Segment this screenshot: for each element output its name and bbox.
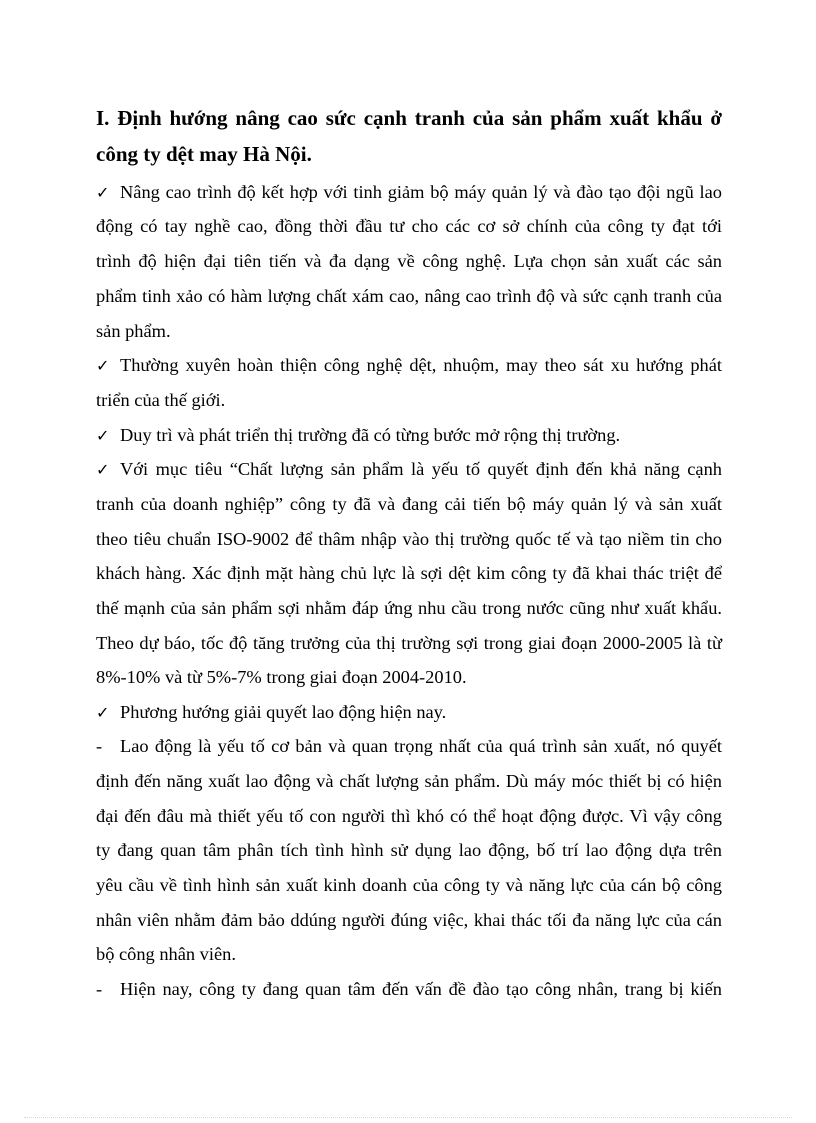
section-heading-line-2: công ty dệt may Hà Nội. [96,142,312,166]
checkmark-icon: ✓ [96,460,110,479]
paragraph-line: sản phẩm. [96,321,171,341]
paragraph-line: thế mạnh của sản phẩm sợi nhằm đáp ứng nhu cầu trong nước cũng như xuất khẩu. [96,598,722,618]
checkmark-icon: ✓ [96,183,110,202]
paragraph-line: đại đến đâu mà thiết yếu tố con người thì khó có thể hoạt động được. Vì vậy công [96,806,722,826]
page-bottom-rule [24,1117,792,1118]
paragraph-line: theo tiêu chuẩn ISO-9002 để thâm nhập vào thị trường quốc tế và tạo niềm tin cho [96,529,722,549]
paragraph-line: tranh của doanh nghiệp” công ty đã và đang cải tiến bộ máy quản lý và sản xuất [96,494,722,514]
paragraph-line: động có tay nghề cao, đồng thời đầu tư cho các cơ sở chính của công ty đạt tới [96,216,722,236]
paragraph-line: triển của thế giới. [96,390,226,410]
checkmark-icon: ✓ [96,356,110,375]
paragraph-line: phẩm tinh xảo có hàm lượng chất xám cao, nâng cao trình độ và sức cạnh tranh của [96,286,722,306]
paragraph-line: nhân viên nhằm đảm bảo ddúng người đúng việc, khai thác tối đa năng lực của cán [96,910,722,930]
paragraph-line: ✓ Nâng cao trình độ kết hợp với tinh giảm bộ máy quản lý và đào tạo đội ngũ lao [96,175,722,210]
paragraph-line: trình độ hiện đại tiên tiến và đa dạng về công nghệ. Lựa chọn sản xuất các sản [96,251,722,271]
paragraph-line: ✓ Thường xuyên hoàn thiện công nghệ dệt, nhuộm, may theo sát xu hướng phát [96,348,722,383]
paragraph-line: - Hiện nay, công ty đang quan tâm đến vấn đề đào tạo công nhân, trang bị kiến [96,972,722,1006]
section-heading-line-1: I. Định hướng nâng cao sức cạnh tranh của sản phẩm xuất khẩu ở [96,106,722,130]
paragraph-line: ✓ Phương hướng giải quyết lao động hiện nay. [96,695,722,730]
paragraph-line: ✓ Với mục tiêu “Chất lượng sản phẩm là yếu tố quyết định đến khả năng cạnh [96,452,722,487]
paragraph-line: 8%-10% và từ 5%-7% trong giai đoạn 2004-2010. [96,667,467,687]
paragraph-line: ty đang quan tâm phân tích tình hình sử dụng lao động, bố trí lao động dựa trên [96,840,722,860]
checkmark-icon: ✓ [96,703,110,722]
paragraph-line: ✓ Duy trì và phát triển thị trường đã có từng bước mở rộng thị trường. [96,418,722,453]
paragraph-line: Theo dự báo, tốc độ tăng trưởng của thị trường sợi trong giai đoạn 2000-2005 là từ [96,633,722,653]
paragraph-line: yêu cầu về tình hình sản xuất kinh doanh của công ty và năng lực của cán bộ công [96,875,722,895]
checkmark-icon: ✓ [96,426,110,445]
paragraph-line: định đến năng xuất lao động và chất lượng sản phẩm. Dù máy móc thiết bị có hiện [96,771,722,791]
paragraph-line: bộ công nhân viên. [96,944,236,964]
paragraph-line: khách hàng. Xác định mặt hàng chủ lực là sợi dệt kim công ty đã khai thác triệt để [96,563,722,583]
dash-bullet: - [96,979,103,999]
paragraph-line: - Lao động là yếu tố cơ bản và quan trọng nhất của quá trình sản xuất, nó quyết [96,729,722,763]
dash-bullet: - [96,736,103,756]
